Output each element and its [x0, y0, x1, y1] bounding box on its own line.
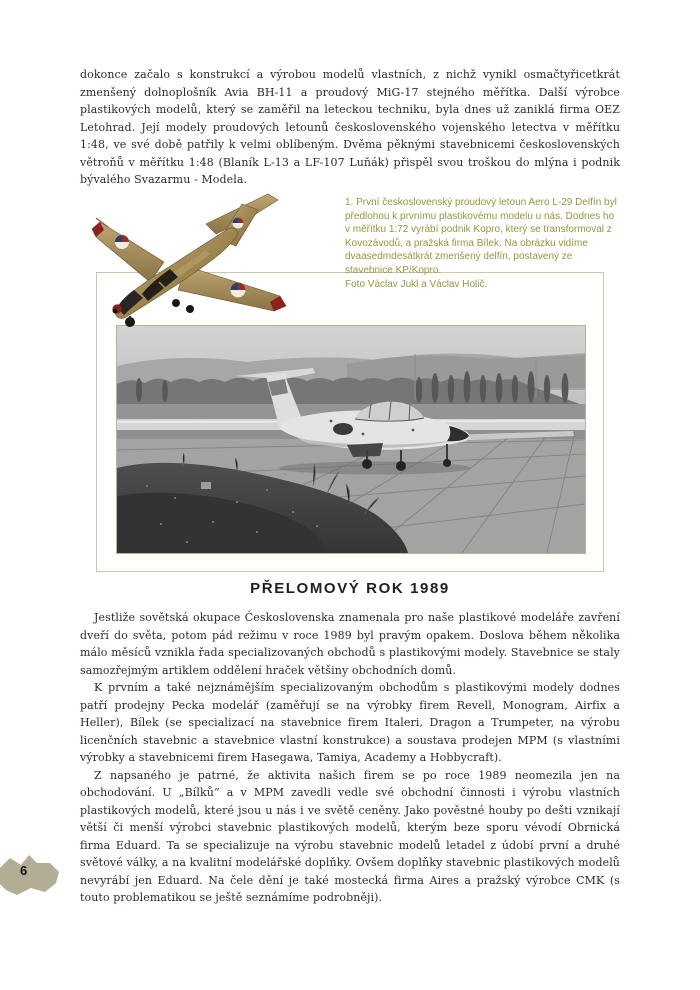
paragraph-2: K prvním a také nejznámějším specializovaným obchodům s plastikovými modely dodnes patří prodejny Pecka modelář (zaměřují se na výrobky firem Revell, Monogram, Airfix a Heller), Bílek (se specializací na stavebnice firem Italeri, Dragon a Trumpeter, na výrobu licenčních stavebnic a stavebnice vlastní konstrukce) a soustava prodejen MPM (s vlastními výrobky a stavebnicemi firem Hasegawa, Tamiya, Academy a Hobbycraft).	[80, 681, 620, 764]
paragraph-3: Z napsaného je patrné, že aktivita našich firem se po roce 1989 neomezila jen na obchodování. U „Bílků“ a v MPM zavedli vedle své obchodní činnosti i výrobu vlastních plastikových modelů, které jsou u nás i ve světě ceněny. Jako pověstné houby po dešti vznikají větší či menší výrobci stavebnic plastikových modelů, kterým beze sporu vévodí Obrnická firma Eduard. Ta se specializuje na výrobu stavebnic modelů letadel z údobí první a druhé světové války, a na kvalitní modelářské doplňky. Ovšem doplňky stavebnic plastikových modelů nevyrábí jen Eduard. Na čele dění je také mostecká firma Aires a pražský výrobce CMK (s touto problematikou se ještě seznámíme podrobněji).	[80, 768, 620, 904]
figure-caption-credit: Foto Václav Jukl a Václav Holič.	[345, 278, 488, 290]
aircraft-photo-image	[117, 326, 585, 553]
badge-splotch-shape	[0, 852, 62, 898]
figure-caption-text: 1. První československý proudový letoun Aero L-29 Delfín byl předlohou k prvnímu plastikovému modelu u nás. Dodnes ho v měřítku 1:72 vyrábí podnik Kopro, který se transformoval z Kovozávodů, a pražská firma Bílek. Na obrázku vidíme dvaasedmdesátkrát zmenšený delfín, postavený ze stavebnice KP/Kopro.	[345, 197, 617, 276]
intro-text-block	[80, 66, 620, 189]
page-number: 6	[20, 863, 28, 878]
page-number-badge	[0, 852, 62, 898]
model-aircraft-image	[86, 190, 314, 332]
section-heading: PŘELOMOVÝ ROK 1989	[250, 580, 450, 597]
intro-paragraph: dokonce začalo s konstrukcí a výrobou modelů vlastních, z nichž vynikl osmačtyřicetkrát zmenšený dolnoplošník Avia BH-11 a proudový MiG-17 stejného měřítka. Další výrobce plastikových modelů, který se zaměřil na leteckou techniku, byla dnes už zaniklá firma OEZ Letohrad. Její modely proudových letounů československého vojenského letectva v měřítku 1:48, ve své době patřily k velmi oblíbeným. Dvěma pěknými stavebnicemi československých větroňů v měřítku 1:48 (Blaník L-13 a LF-107 Luňák) přispěl svou troškou do mlýna i podnik bývalého Svazarmu - Modela.	[80, 68, 620, 186]
paragraph-1: Jestliže sovětská okupace Československa znamenala pro naše plastikové modeláře zavření dveří do světa, potom pád režimu v roce 1989 byl pravým opakem. Doslova během několika málo měsíců vznikla řada specializovaných obchodů s plastikovými modely. Stavebnice se staly samozřejmým artiklem oddělení hraček většiny obchodních domů.	[80, 611, 620, 677]
figure-caption	[345, 196, 620, 291]
aircraft-photo	[116, 325, 586, 554]
section-text-block	[80, 609, 620, 907]
